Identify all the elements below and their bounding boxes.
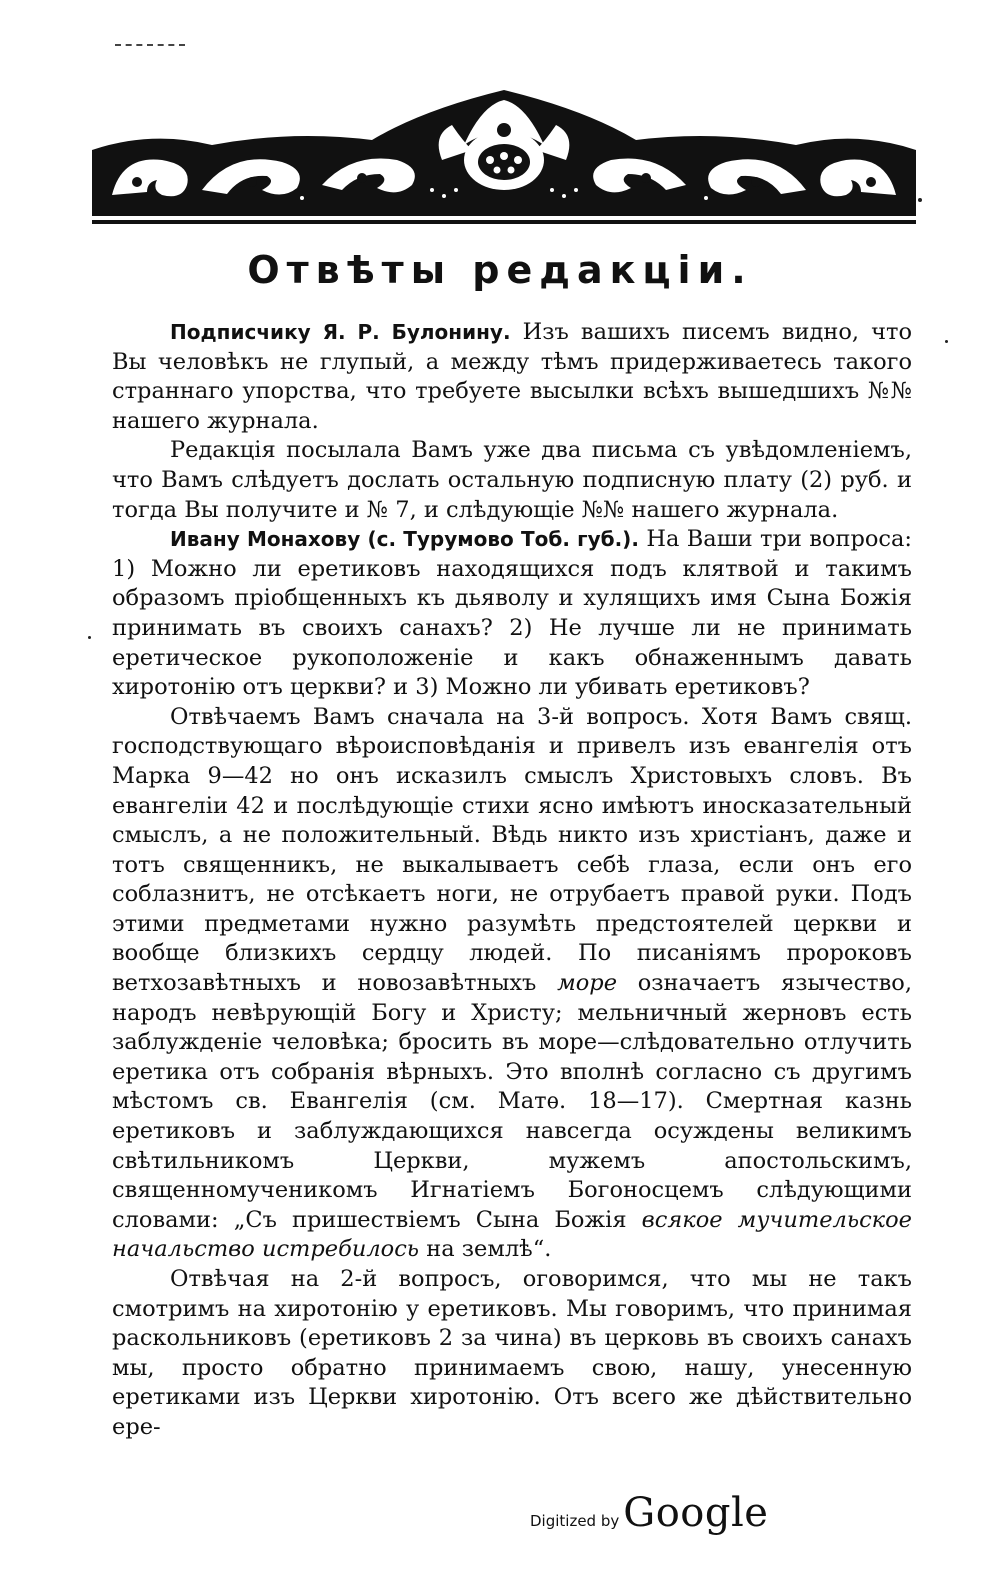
paragraph-text: Редакція посылала Вамъ уже два письма съ увѣдомленіемъ, что Вамъ слѣдуетъ дослать остальную подписную плату (2) руб. и тогда Вы получите и № 7, и слѣдующіе №№ нашего журнала. <box>112 437 912 523</box>
paragraph-4 <box>112 703 912 1265</box>
paragraph-text: Изъ вашихъ писемъ видно, что Вы человѣкъ не глупый, а между тѣмъ придерживаетесь такого страннаго упорства, что требуете высылки всѣхъ вышедшихъ №№ нашего журнала. <box>112 319 912 434</box>
corner-rule-mark <box>115 44 185 48</box>
italic-quote: всякое мучительское начальство истребилось <box>112 1206 912 1263</box>
paragraph-1 <box>112 318 912 436</box>
paragraph-2 <box>112 436 912 525</box>
paragraph-text: означаетъ язычество, народъ невѣрующій Богу и Христу; мельничный жерновъ есть заблужденіе человѣка; бросить въ море—слѣдовательно отлучить еретика отъ собранія вѣрныхъ. Это вполнѣ согласно съ другимъ мѣстомъ св. Евангелія (см. Матѳ. 18—17). Смертная казнь еретиковъ и заблуждающихся навсегда осуждены великимъ свѣтильникомъ Церкви, мужемъ апостольскимъ, священномученикомъ Игнатіемъ Богоносцемъ слѣдующими словами: „Съ пришествіемъ Сына Божія <box>112 970 912 1233</box>
digitized-label: Digitized by <box>530 1512 620 1530</box>
article-body <box>112 318 912 1443</box>
digitized-watermark <box>530 1490 768 1550</box>
paragraph-text: На Ваши три вопроса: 1) Можно ли еретиковъ находящихся подъ клятвой и такимъ образомъ пріобщенныхъ къ дьяволу и хулящихъ имя Сына Божія принимать въ своихъ санахъ? 2) Не лучше ли не принимать еретическое рукоположеніе и какъ обнаженнымъ давать хиротонію отъ церкви? и 3) Можно ли убивать еретиковъ? <box>112 526 913 701</box>
ink-speck <box>88 636 91 639</box>
floral-headpiece-ornament-icon <box>92 90 916 240</box>
ink-speck <box>918 198 922 202</box>
ink-speck <box>945 340 948 343</box>
google-logo-text: Google <box>623 1490 769 1536</box>
paragraph-text: Отвѣчаемъ Вамъ сначала на 3-й вопросъ. Хотя Вамъ свящ. господствующаго вѣроисповѣданія и привелъ изъ евангелія отъ Марка 9—42 но онъ исказилъ смыслъ Христовыхъ словъ. Въ евангеліи 42 и послѣдующіе стихи ясно имѣютъ иносказательный смыслъ, а не положительный. Вѣдь никто изъ христіанъ, даже и тотъ священникъ, не выкалываетъ себѣ глаза, если онъ его соблазнитъ, не отсѣкаетъ ноги, не отрубаетъ правой руки. Подъ этими предметами нужно разумѣть предстоятелей церкви и вообще близкихъ сердцу людей. По писаніямъ пророковъ ветхозавѣтныхъ и новозавѣтныхъ <box>112 703 912 997</box>
addressee-label: Ивану Монахову (с. Турумово Тоб. губ.). <box>170 527 639 552</box>
italic-term: море <box>557 970 618 997</box>
paragraph-3 <box>112 525 912 703</box>
addressee-label: Подписчику Я. Р. Булонину. <box>170 320 511 344</box>
paragraph-text: Отвѣчая на 2-й вопросъ, оговоримся, что мы не такъ смотримъ на хиротонію у еретиковъ. Мы говоримъ, что принимая раскольниковъ (еретиковъ 2 за чина) въ церковь въ своихъ санахъ мы, просто обратно принимаемъ свою, нашу, унесенную еретиками изъ Церкви хиротонію. Отъ всего же дѣйствительно ере- <box>112 1266 912 1440</box>
paragraph-5 <box>112 1265 912 1443</box>
page-title: Отвѣты редакціи. <box>247 248 753 292</box>
paragraph-text: на землѣ“. <box>419 1236 552 1263</box>
